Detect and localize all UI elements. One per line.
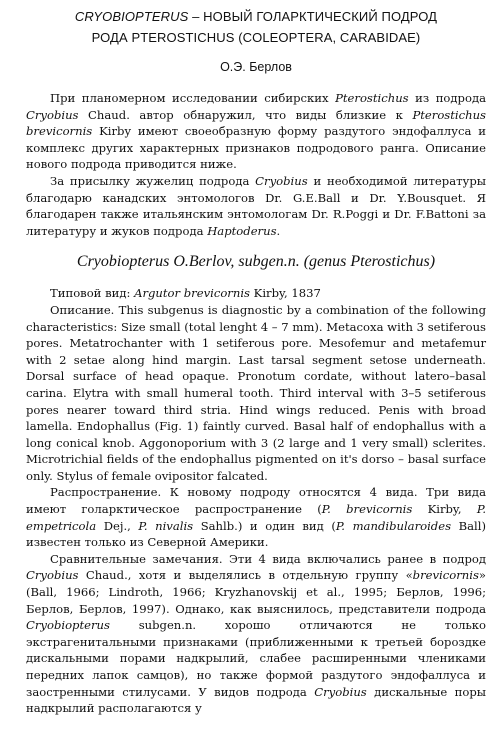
title-genus: CRYOBIOPTERUS (74, 9, 189, 24)
distribution-paragraph: Распространение. К новому подроду относятся 4 вида. Три вида имеют голарктическое распространение (P. brevicornis Kirby, P. empetricola Dej., P. nivalis Sahlb.) и один вид (P. mandibularoides Ball) известен только из Северной Америки. (26, 485, 487, 550)
description-paragraph: Описание. This subgenus is diagnostic by a combination of the following characteristics: Size small (total lenght 4 – 7 mm). Metacoxa with 3 setiferous pores. Metatrochanter with 1 setiferous pore. Mesofemur and metafemur with 2 setae along hind margin. Last tarsal segment setose underneath. Dorsal surface of head opaque. Pronotum cordate, without latero–basal carina. Elytra with small humeral tooth. Third interval with 3–5 setiferous pores nearer toward third stria. Hind wings reduced. Penis with broad lamella. Endophallus (Fig. 1) faintly curved. Basal half of endophallus with a long conical knob. Aggonoporium with 3 (2 large and 1 very small) sclerites. Microtrichial fields of the endophallus pigmented on it's dorso – basal surface only. Stylus of female ovipositor falcated. (26, 302, 486, 483)
subgenus-heading: Cryobiopterus O.Berlov, subgen.n. (genus Pterostichus) (76, 253, 436, 271)
intro-paragraph-2: За присылку жужелиц подрода Cryobius и необходимой литературы благодарю канадских энтомологов Dr. G.E.Ball и Dr. Y.Bousquet. Я благодарен также итальянским энтомологам Dr. R.Poggi и Dr. F.Battoni за литературу и жуков подрода Haptoderus. (26, 173, 487, 238)
comparison-paragraph: Сравнительные замечания. Эти 4 вида включались ранее в подрод Cryobius Chaud., хотя и выделялись в отдельную группу «brevicornis» (Ball, 1966; Lindroth, 1966; Kryzhanovskij et al., 1995; Берлов, 1996; Берлов, Берлов, 1997). Однако, как выяснилось, представители подрода Cryobiopterus subgen.n. хорошо отличаются не только экстрагенитальными признаками (приближенными к третьей бороздке дискальными порами надкрылий, слабее расширенными члениками передних лапок самцов), но также формой раздутого эндофаллуса и заостренными стилусами. У видов подрода Cryobius дискальные поры надкрылий располагаются у (26, 551, 486, 716)
author-name: О.Э. Берлов (220, 60, 292, 74)
type-species-line: Типовой вид: Argutor brevicornis Kirby, 1837 (50, 286, 321, 301)
title-line-2: РОДА PTEROSTICHUS (COLEOPTERA, CARABIDAE) (91, 30, 421, 45)
article-title (26, 6, 486, 48)
intro-paragraph-1: При планомерном исследовании сибирских Pterostichus из подрода Cryobius Chaud. автор обнаружил, что виды близкие к Pterostichus brevicornis Kirby имеют своеобразную форму раздутого эндофаллуса и комплекс других характерных признаков подродового ранга. Описание нового подрода приводится ниже. (26, 91, 486, 172)
title-line-1: CRYOBIOPTERUS – НОВЫЙ ГОЛАРКТИЧЕСКИЙ ПОДРОД (74, 9, 438, 24)
